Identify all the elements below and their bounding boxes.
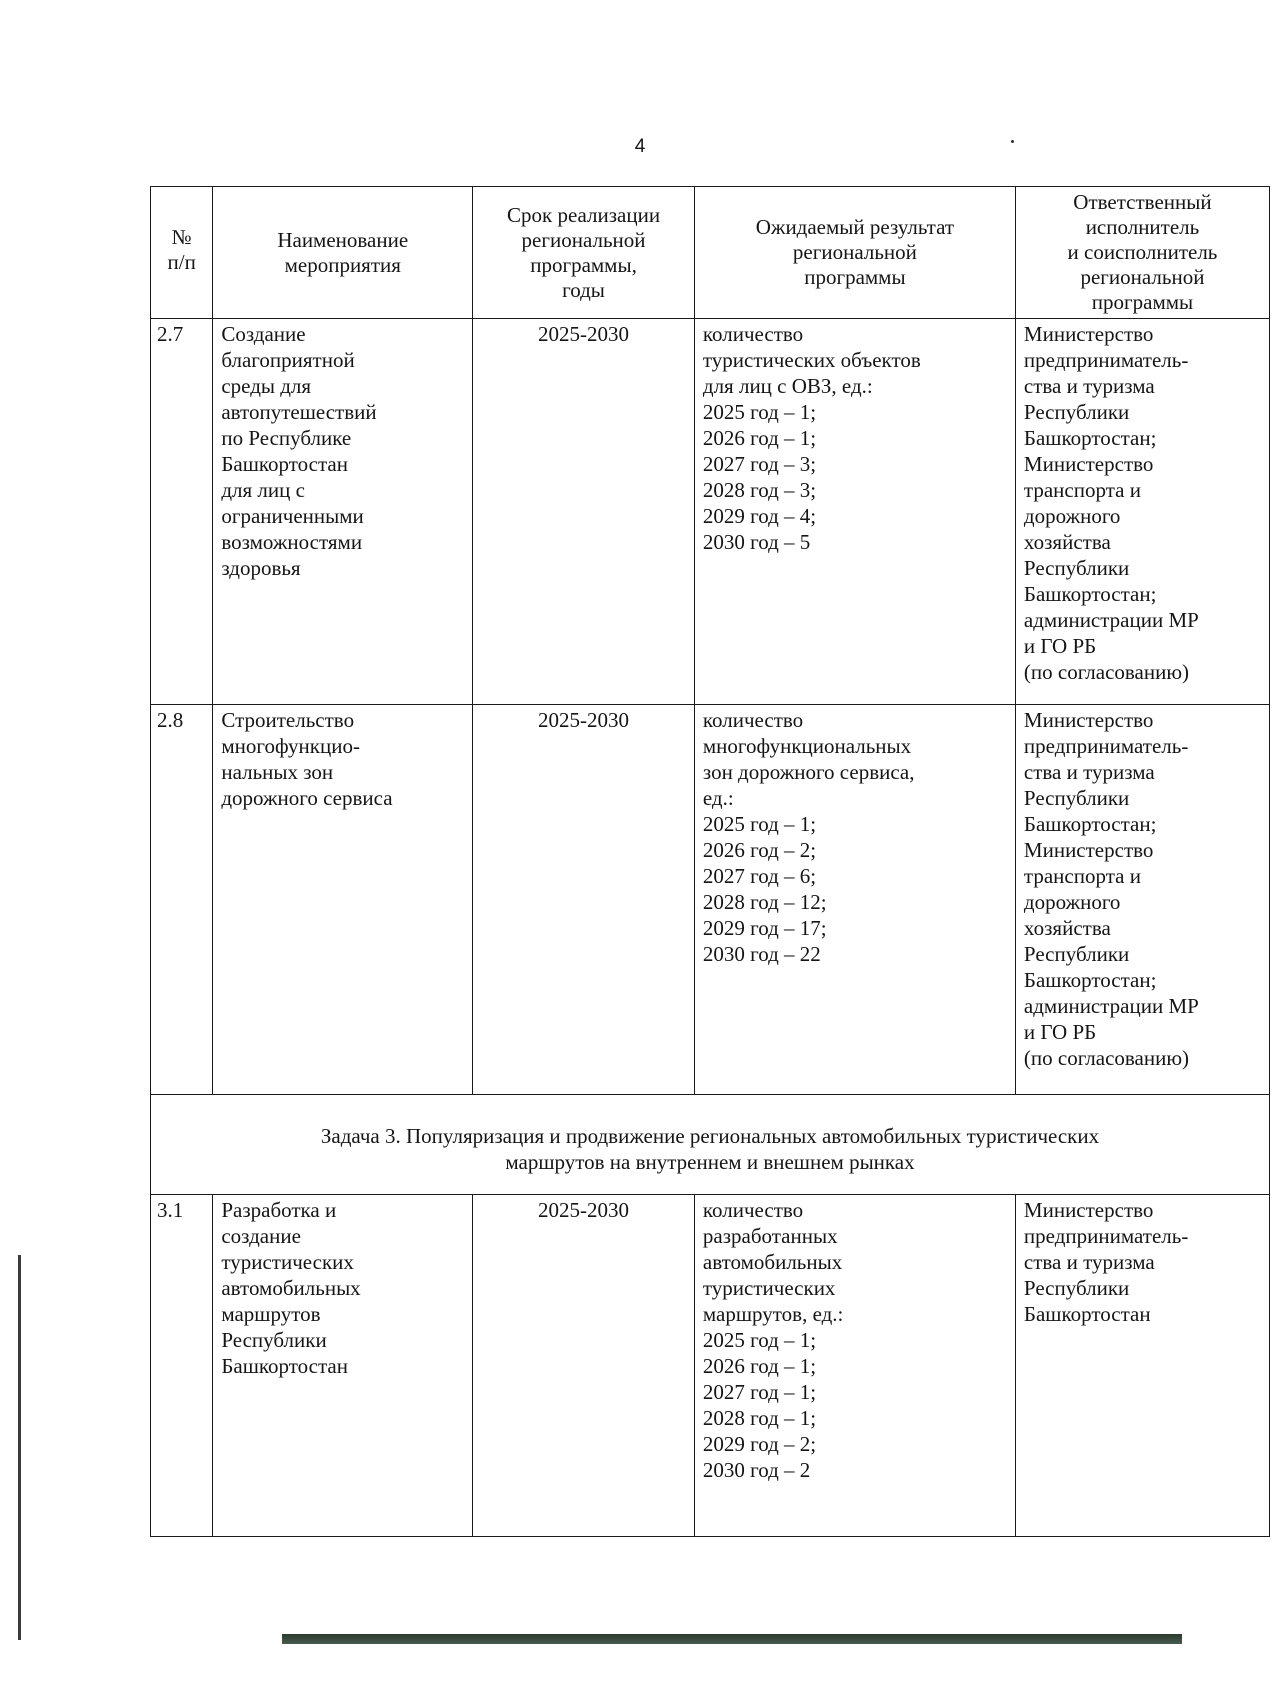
cell-line: возможностями: [221, 530, 363, 554]
row-number: 2.7: [151, 319, 213, 705]
cell-line: автомобильных: [702, 1250, 843, 1274]
cell-line: Республики: [1023, 1276, 1130, 1300]
row-result: [694, 319, 1015, 705]
cell-line: Республики: [1023, 786, 1130, 810]
cell-line: 2027 год – 1;: [702, 1380, 817, 1404]
row-name: [213, 705, 473, 1095]
cell-line: (по согласованию): [1023, 660, 1190, 684]
cell-line: количество: [702, 1198, 804, 1222]
cell-line: Башкортостан;: [1023, 426, 1157, 450]
cell-line: туристических: [221, 1250, 354, 1274]
cell-line: многофункцио-: [221, 734, 360, 758]
header-period: [473, 187, 695, 319]
row-period: 2025-2030: [473, 705, 695, 1095]
cell-line: ства и туризма: [1023, 374, 1155, 398]
task-line: маршрутов на внутреннем и внешнем рынках: [505, 1149, 915, 1174]
row-name: [213, 1195, 473, 1537]
cell-line: 2028 год – 1;: [702, 1406, 817, 1430]
header-line: и соисполнитель: [1067, 240, 1218, 264]
cell-line: дорожного: [1023, 504, 1121, 528]
row-result: [694, 1195, 1015, 1537]
scan-speck: [1011, 140, 1014, 143]
scan-bottom-edge: [282, 1634, 1182, 1644]
page-number: 4: [634, 136, 646, 157]
task-row: [151, 1095, 1270, 1195]
cell-line: автомобильных: [221, 1276, 361, 1300]
cell-line: 2028 год – 12;: [702, 890, 827, 914]
header-line: исполнитель: [1085, 215, 1200, 239]
cell-line: 2029 год – 2;: [702, 1432, 817, 1456]
cell-line: ства и туризма: [1023, 1250, 1155, 1274]
cell-line: туристических: [702, 1276, 836, 1300]
table-row: [151, 319, 1270, 705]
table-row: [151, 705, 1270, 1095]
cell-line: 2025 год – 1;: [702, 812, 817, 836]
cell-line: Министерство: [1023, 322, 1154, 346]
cell-line: 2027 год – 3;: [702, 452, 817, 476]
cell-line: Республики: [1023, 556, 1130, 580]
row-period: 2025-2030: [473, 319, 695, 705]
cell-line: и ГО РБ: [1023, 634, 1097, 658]
cell-line: Башкортостан;: [1023, 968, 1157, 992]
header-line: Срок реализации: [506, 202, 661, 227]
cell-line: Министерство: [1023, 1198, 1154, 1222]
cell-line: Башкортостан;: [1023, 582, 1157, 606]
cell-line: 2028 год – 3;: [702, 478, 817, 502]
task-line: Задача 3. Популяризация и продвижение региональных автомобильных туристических: [320, 1123, 1100, 1148]
header-line: №: [171, 225, 192, 249]
cell-line: для лиц с: [221, 478, 305, 502]
row-result: [694, 705, 1015, 1095]
cell-line: (по согласованию): [1023, 1046, 1190, 1070]
row-period: 2025-2030: [473, 1195, 695, 1537]
program-table: [150, 186, 1270, 1537]
row-responsible: [1015, 1195, 1269, 1537]
table-row: [151, 1195, 1270, 1537]
cell-line: многофункциональных: [702, 734, 912, 758]
cell-line: Республики: [1023, 400, 1130, 424]
cell-line: 2027 год – 6;: [702, 864, 817, 888]
cell-line: 2025 год – 1;: [702, 400, 817, 424]
header-num: [151, 187, 213, 319]
cell-line: 2026 год – 1;: [702, 1354, 817, 1378]
task-heading: [151, 1095, 1270, 1195]
cell-line: Министерство: [1023, 838, 1154, 862]
cell-line: 2030 год – 5: [702, 530, 811, 554]
cell-line: ед.:: [702, 786, 734, 810]
cell-line: 2029 год – 4;: [702, 504, 817, 528]
cell-line: создание: [221, 1224, 301, 1248]
header-line: программы,: [530, 252, 637, 277]
cell-line: администрации МР: [1023, 608, 1199, 632]
cell-line: транспорта и: [1023, 478, 1141, 502]
cell-line: 2029 год – 17;: [702, 916, 827, 940]
cell-line: среды для: [221, 374, 312, 398]
row-responsible: [1015, 319, 1269, 705]
header-line: программы: [1091, 290, 1194, 314]
cell-line: по Республике: [221, 426, 352, 450]
header-name: [213, 187, 473, 319]
cell-line: количество: [702, 708, 804, 732]
row-responsible: [1015, 705, 1269, 1095]
cell-line: маршрутов, ед.:: [702, 1302, 844, 1326]
header-line: программы: [804, 265, 906, 289]
cell-line: предприниматель-: [1023, 348, 1189, 372]
cell-line: Башкортостан: [221, 1354, 348, 1378]
header-line: региональной: [521, 227, 646, 252]
row-name: [213, 319, 473, 705]
cell-line: дорожного: [1023, 890, 1121, 914]
cell-line: 2026 год – 2;: [702, 838, 817, 862]
cell-line: ства и туризма: [1023, 760, 1155, 784]
cell-line: и ГО РБ: [1023, 1020, 1097, 1044]
header-line: Ответственный: [1073, 190, 1212, 214]
cell-line: Республики: [1023, 942, 1130, 966]
header-line: Наименование: [277, 227, 409, 252]
header-result: [694, 187, 1015, 319]
header-line: п/п: [167, 250, 196, 274]
cell-line: зон дорожного сервиса,: [702, 760, 915, 784]
cell-line: для лиц с ОВЗ, ед.:: [702, 374, 873, 398]
cell-line: туристических объектов: [702, 348, 921, 372]
scan-edge-line: [18, 1255, 21, 1640]
cell-line: маршрутов: [221, 1302, 321, 1326]
cell-line: предприниматель-: [1023, 1224, 1189, 1248]
header-line: Ожидаемый результат: [755, 215, 955, 239]
table-header-row: [151, 187, 1270, 319]
cell-line: автопутешествий: [221, 400, 377, 424]
cell-line: Башкортостан;: [1023, 812, 1157, 836]
cell-line: благоприятной: [221, 348, 355, 372]
cell-line: 2030 год – 22: [702, 942, 821, 966]
cell-line: Республики: [221, 1328, 327, 1352]
row-number: 3.1: [151, 1195, 213, 1537]
cell-line: Министерство: [1023, 452, 1154, 476]
header-line: региональной: [792, 240, 917, 264]
cell-line: Создание: [221, 322, 306, 346]
cell-line: Министерство: [1023, 708, 1154, 732]
header-line: региональной: [1080, 265, 1205, 289]
cell-line: Башкортостан: [221, 452, 348, 476]
cell-line: 2026 год – 1;: [702, 426, 817, 450]
header-num-lines: [157, 225, 206, 275]
cell-line: нальных зон: [221, 760, 334, 784]
cell-line: ограниченными: [221, 504, 364, 528]
cell-line: хозяйства: [1023, 530, 1111, 554]
header-line: годы: [562, 277, 605, 302]
cell-line: 2030 год – 2: [702, 1458, 811, 1482]
cell-line: здоровья: [221, 556, 301, 580]
header-line: мероприятия: [284, 252, 401, 277]
cell-line: Строительство: [221, 708, 355, 732]
cell-line: хозяйства: [1023, 916, 1111, 940]
cell-line: 2025 год – 1;: [702, 1328, 817, 1352]
cell-line: предприниматель-: [1023, 734, 1189, 758]
header-responsible: [1015, 187, 1269, 319]
cell-line: дорожного сервиса: [221, 786, 393, 810]
cell-line: разработанных: [702, 1224, 838, 1248]
cell-line: Разработка и: [221, 1198, 337, 1222]
row-number: 2.8: [151, 705, 213, 1095]
cell-line: количество: [702, 322, 804, 346]
cell-line: Башкортостан: [1023, 1302, 1151, 1326]
cell-line: транспорта и: [1023, 864, 1141, 888]
cell-line: администрации МР: [1023, 994, 1199, 1018]
